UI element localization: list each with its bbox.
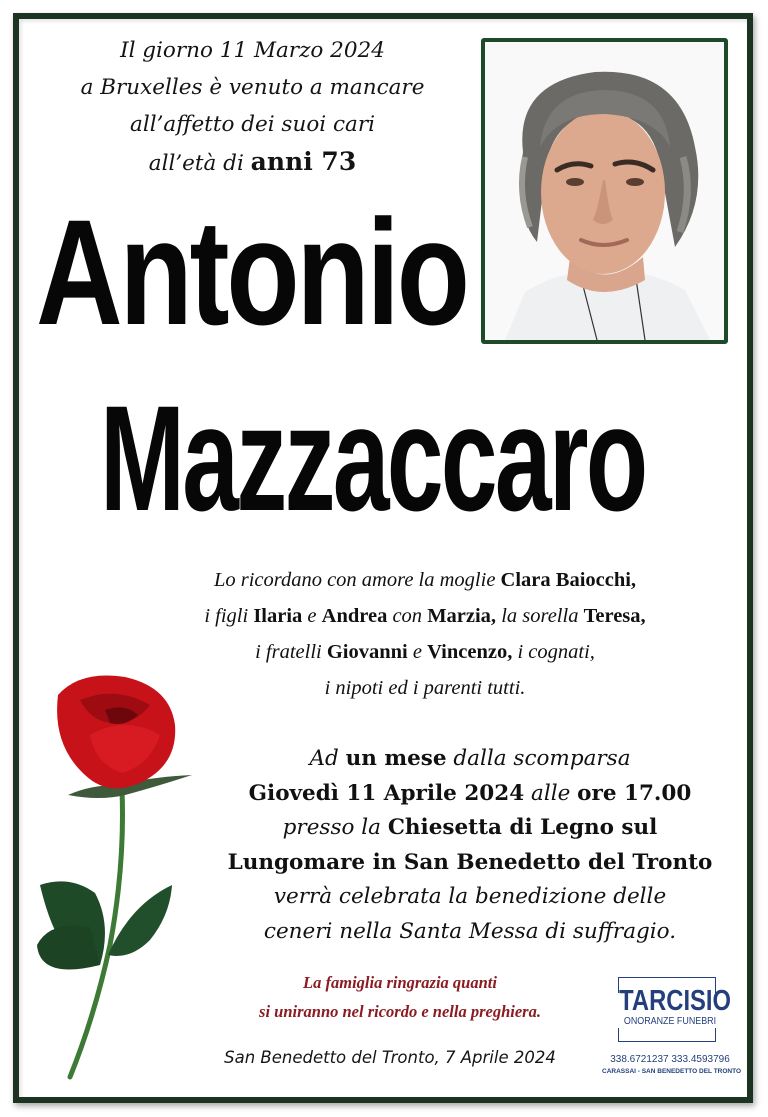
rose-icon (30, 665, 200, 1085)
brother-name: Giovanni (326, 641, 408, 663)
text-italic: dalla scomparsa (453, 746, 631, 771)
portrait-image (485, 42, 724, 340)
text-italic: e (412, 641, 422, 663)
ceremony-text (190, 742, 750, 949)
text-italic: i nipoti ed i parenti tutti. (324, 677, 526, 699)
text-italic: i fratelli (255, 641, 322, 663)
thanks-line-2: si uniranno nel ricordo e nella preghiera. (259, 1002, 541, 1021)
child-name: Andrea (321, 605, 388, 627)
logo-brand: TARCISIO (619, 985, 732, 1017)
text-italic: e (307, 605, 317, 627)
ceremony-date: Giovedì 11 Aprile 2024 (248, 780, 525, 806)
ceremony-location: Lungomare in San Benedetto del Tronto (227, 849, 713, 875)
intro-line-2: a Bruxelles è venuto a mancare (80, 75, 425, 100)
mourners-line-1 (100, 562, 750, 598)
text-italic: con (392, 605, 423, 627)
date-place: San Benedetto del Tronto, 7 Aprile 2024 (224, 1048, 556, 1067)
ceremony-line-3 (190, 811, 750, 846)
text-italic: ceneri nella Santa Messa di suffragio. (263, 918, 677, 944)
wife-name: Clara Baiocchi, (500, 569, 637, 591)
logo-bracket-bottom (618, 1028, 716, 1042)
ceremony-line-5 (190, 880, 750, 915)
text-italic: verrà celebrata la benedizione delle (273, 884, 667, 909)
text-italic: Lo ricordano con amore la moglie (213, 569, 496, 591)
text-bold: un mese (345, 746, 447, 771)
brother-name: Vincenzo, (427, 641, 513, 663)
deceased-photo (481, 38, 728, 344)
ceremony-line-2 (190, 777, 750, 812)
text-italic: Ad (309, 746, 339, 771)
text-italic: presso la (282, 815, 381, 840)
ceremony-time: ore 17.00 (577, 780, 692, 806)
age-prefix: all’età di (148, 151, 244, 176)
logo-phones: 338.6721237 333.4593796 (610, 1054, 730, 1065)
in-law-name: Marzia, (427, 605, 497, 627)
intro-text (30, 32, 475, 182)
rose-image (30, 665, 200, 1085)
ceremony-line-1 (190, 742, 750, 777)
child-name: Ilaria (253, 605, 303, 627)
text-italic: la sorella (501, 605, 579, 627)
text-italic: i cognati, (517, 641, 595, 663)
intro-line-4 (30, 143, 475, 182)
ceremony-line-4 (190, 846, 750, 881)
logo-subtitle: ONORANZE FUNEBRI (623, 1015, 717, 1027)
age-value: anni 73 (250, 147, 357, 176)
funeral-home-logo (602, 972, 742, 1084)
thanks-message (200, 968, 600, 1026)
deceased-last-name: Mazzaccaro (100, 374, 646, 542)
text-italic: alle (531, 780, 571, 806)
intro-line-1: Il giorno 11 Marzo 2024 (120, 38, 385, 63)
deceased-first-name: Antonio (36, 188, 467, 356)
mourners-line-2 (100, 598, 750, 634)
intro-line-3: all’affetto dei suoi cari (130, 112, 375, 137)
logo-locality: CARASSAI - SAN BENEDETTO DEL TRONTO (602, 1068, 742, 1075)
thanks-line-1: La famiglia ringrazia quanti (303, 973, 497, 992)
sister-name: Teresa, (583, 605, 646, 627)
ceremony-line-6 (190, 915, 750, 950)
text-italic: i figli (204, 605, 249, 627)
ceremony-venue: Chiesetta di Legno sul (387, 815, 658, 840)
